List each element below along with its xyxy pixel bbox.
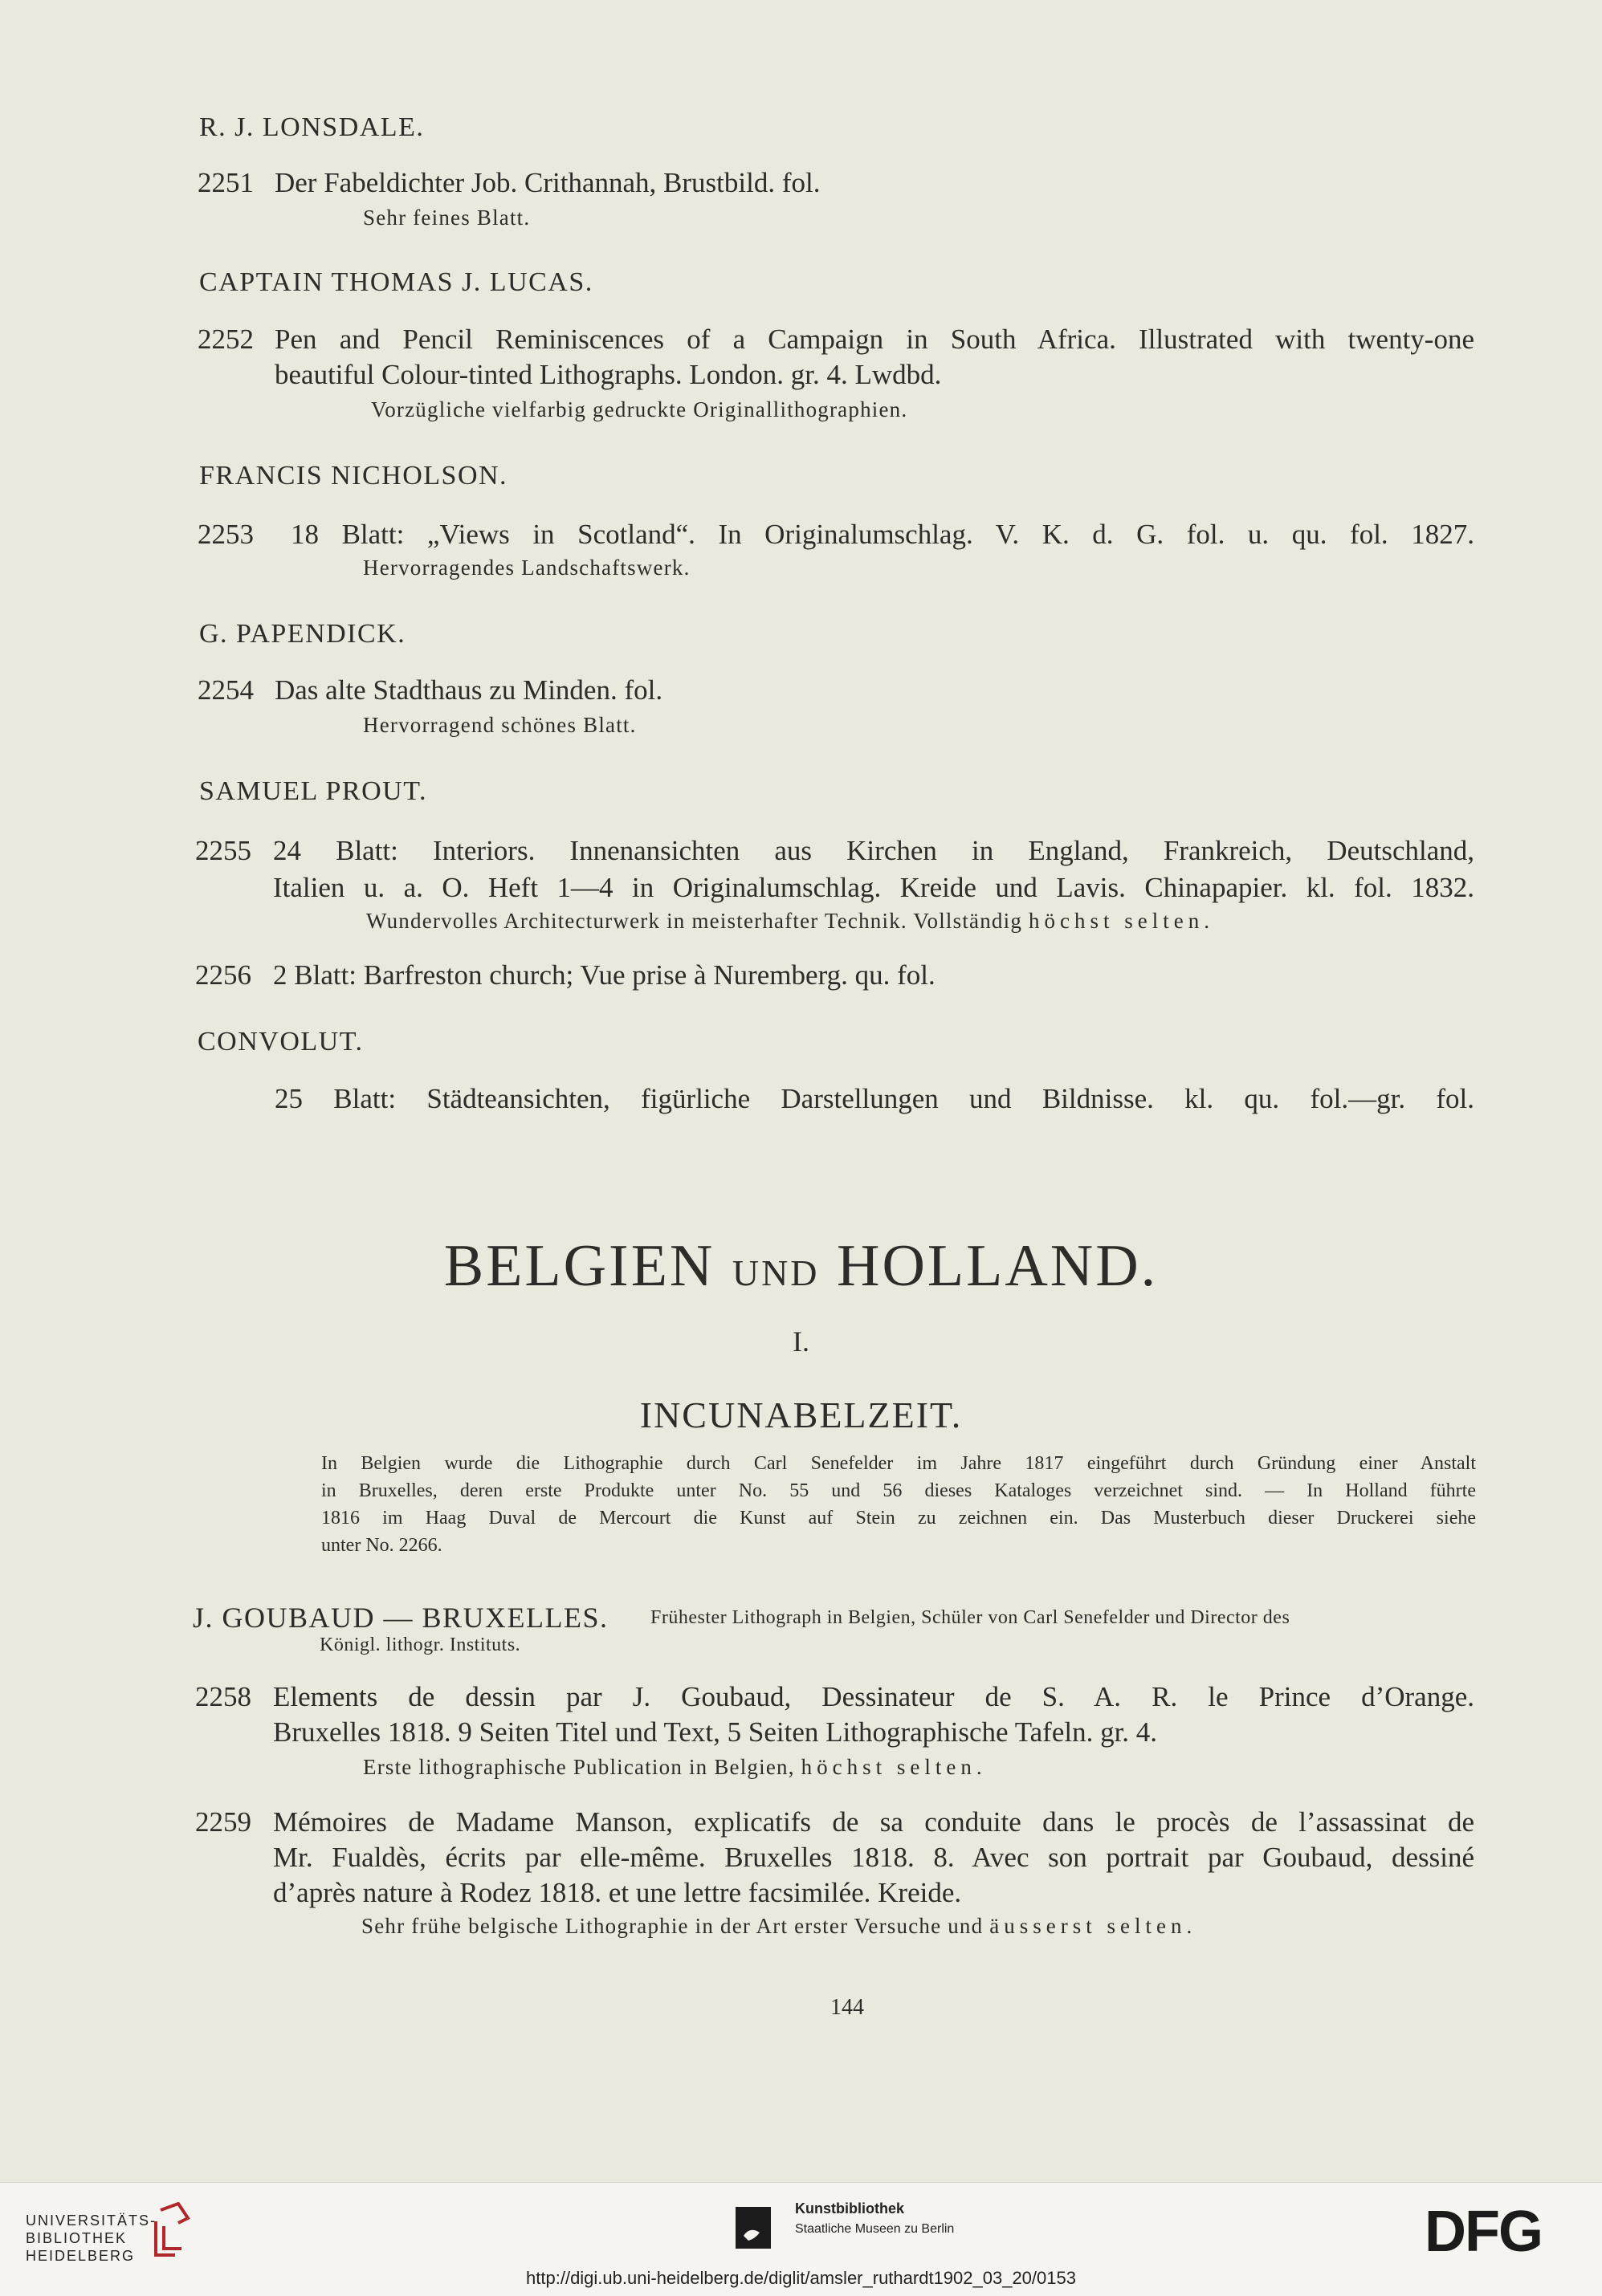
artist-heading-lonsdale: R. J. LONSDALE. [199, 112, 425, 142]
entry-line-2258-2: Bruxelles 1818. 9 Seiten Titel und Text, 5 Seiten Lithographische Tafeln. gr. 4. [273, 1716, 1158, 1748]
artist-heading-papendick: G. PAPENDICK. [199, 619, 406, 649]
heading-convolut: CONVOLUT. [198, 1027, 364, 1056]
entry-line-2252-1: Pen and Pencil Reminiscences of a Campaign in South Africa. Illustrated with twenty-one [275, 324, 1474, 355]
section-intro-paragraph [321, 1450, 1476, 1559]
entry-note-2254: Hervorragend schönes Blatt. [363, 713, 637, 737]
artist-heading-nicholson: FRANCIS NICHOLSON. [199, 461, 508, 491]
entry-note-2252: Vorzügliche vielfarbig gedruckte Originallithographien. [371, 397, 908, 421]
entry-note-2253: Hervorragendes Landschaftswerk. [363, 556, 691, 580]
entry-number-2258: 2258 [195, 1681, 251, 1712]
section-roman-numeral: I. [793, 1325, 809, 1358]
entry-text-2254: Das alte Stadthaus zu Minden. fol. [275, 674, 663, 706]
section-subtitle: INCUNABELZEIT. [639, 1394, 963, 1435]
artist-heading-prout: SAMUEL PROUT. [199, 776, 427, 806]
entry-line-2258-1: Elements de dessin par J. Goubaud, Dessinateur de S. A. R. le Prince d’Orange. [273, 1681, 1474, 1712]
artist-heading-lucas: CAPTAIN THOMAS J. LUCAS. [199, 267, 593, 297]
heidelberg-logo-icon [146, 2202, 194, 2258]
entry-note-2251: Sehr feines Blatt. [363, 206, 531, 230]
entry-number-2256: 2256 [195, 959, 251, 991]
section-title: BELGIEN UND HOLLAND. [443, 1233, 1159, 1299]
entry-number-2251: 2251 [198, 167, 254, 198]
intro-line: unter No. 2266. [321, 1535, 442, 1556]
entry-number-2253: 2253 [198, 519, 254, 550]
entry-number-2259: 2259 [195, 1806, 251, 1838]
intro-line: 1816 im Haag Duval de Mercourt die Kunst auf Stein zu zeichnen ein. Das Musterbuch dieser Druckerei siehe [321, 1508, 1476, 1529]
entry-line-2252-2: beautiful Colour-tinted Lithographs. London. gr. 4. Lwdbd. [275, 359, 942, 390]
entry-number-2254: 2254 [198, 674, 254, 706]
entry-line-2255-1: 24 Blatt: Interiors. Innenansichten aus Kirchen in England, Frankreich, Deutschland, [273, 835, 1474, 866]
kunstbibliothek-label: Kunstbibliothek Staatliche Museen zu Berlin [795, 2200, 955, 2236]
entry-number-2252: 2252 [198, 324, 254, 355]
artist-heading-goubaud: J. GOUBAUD — BRUXELLES. [193, 1602, 609, 1634]
entry-line-2259-2: Mr. Fualdès, écrits par elle-même. Bruxelles 1818. 8. Avec son portrait par Goubaud, dessiné [273, 1842, 1474, 1873]
entry-line-2253-1: 18 Blatt: „Views in Scotland“. In Originalumschlag. V. K. d. G. fol. u. qu. fol. 1827. [291, 519, 1474, 550]
goubaud-description-cont: Königl. lithogr. Instituts. [320, 1634, 521, 1655]
entry-line-2255-2: Italien u. a. O. Heft 1—4 in Originalumschlag. Kreide und Lavis. Chinapapier. kl. fol. 1832. [273, 872, 1474, 903]
entry-number-2255: 2255 [195, 835, 251, 866]
entry-note-2258: Erste lithographische Publication in Belgien, höchst selten. [363, 1755, 987, 1779]
intro-line: in Bruxelles, deren erste Produkte unter No. 55 und 56 dieses Kataloges verzeichnet sind. — In Holland führte [321, 1480, 1476, 1501]
entry-line-2259-1: Mémoires de Madame Manson, explicatifs de sa conduite dans le procès de l’assassinat de [273, 1806, 1474, 1838]
kunstbibliothek-logo-icon [732, 2204, 774, 2252]
entry-text-2256: 2 Blatt: Barfreston church; Vue prise à Nuremberg. qu. fol. [273, 959, 936, 991]
page-number: 144 [830, 1995, 864, 2020]
dfg-logo: DFG [1425, 2200, 1542, 2264]
digitization-footer [0, 2182, 1602, 2296]
university-library-label: UNIVERSITÄTS- BIBLIOTHEK HEIDELBERG [26, 2213, 157, 2264]
entry-note-2259: Sehr frühe belgische Lithographie in der Art erster Versuche und äusserst selten. [361, 1914, 1197, 1938]
convolut-text: 25 Blatt: Städteansichten, figürliche Darstellungen und Bildnisse. kl. qu. fol.—gr. fol. [275, 1083, 1474, 1114]
intro-line: In Belgien wurde die Lithographie durch Carl Senefelder im Jahre 1817 eingeführt durch Gründung einer Anstalt [321, 1453, 1476, 1474]
goubaud-description: Frühester Lithograph in Belgien, Schüler von Carl Senefelder und Director des [650, 1607, 1290, 1628]
entry-note-2255: Wundervolles Architecturwerk in meisterhafter Technik. Vollständig höchst selten. [366, 909, 1214, 933]
entry-text-2251: Der Fabeldichter Job. Crithannah, Brustbild. fol. [275, 167, 821, 198]
entry-line-2259-3: d’après nature à Rodez 1818. et une lettre facsimilée. Kreide. [273, 1877, 962, 1908]
source-url-link[interactable]: http://digi.ub.uni-heidelberg.de/diglit/amsler_ruthardt1902_03_20/0153 [526, 2268, 1076, 2288]
